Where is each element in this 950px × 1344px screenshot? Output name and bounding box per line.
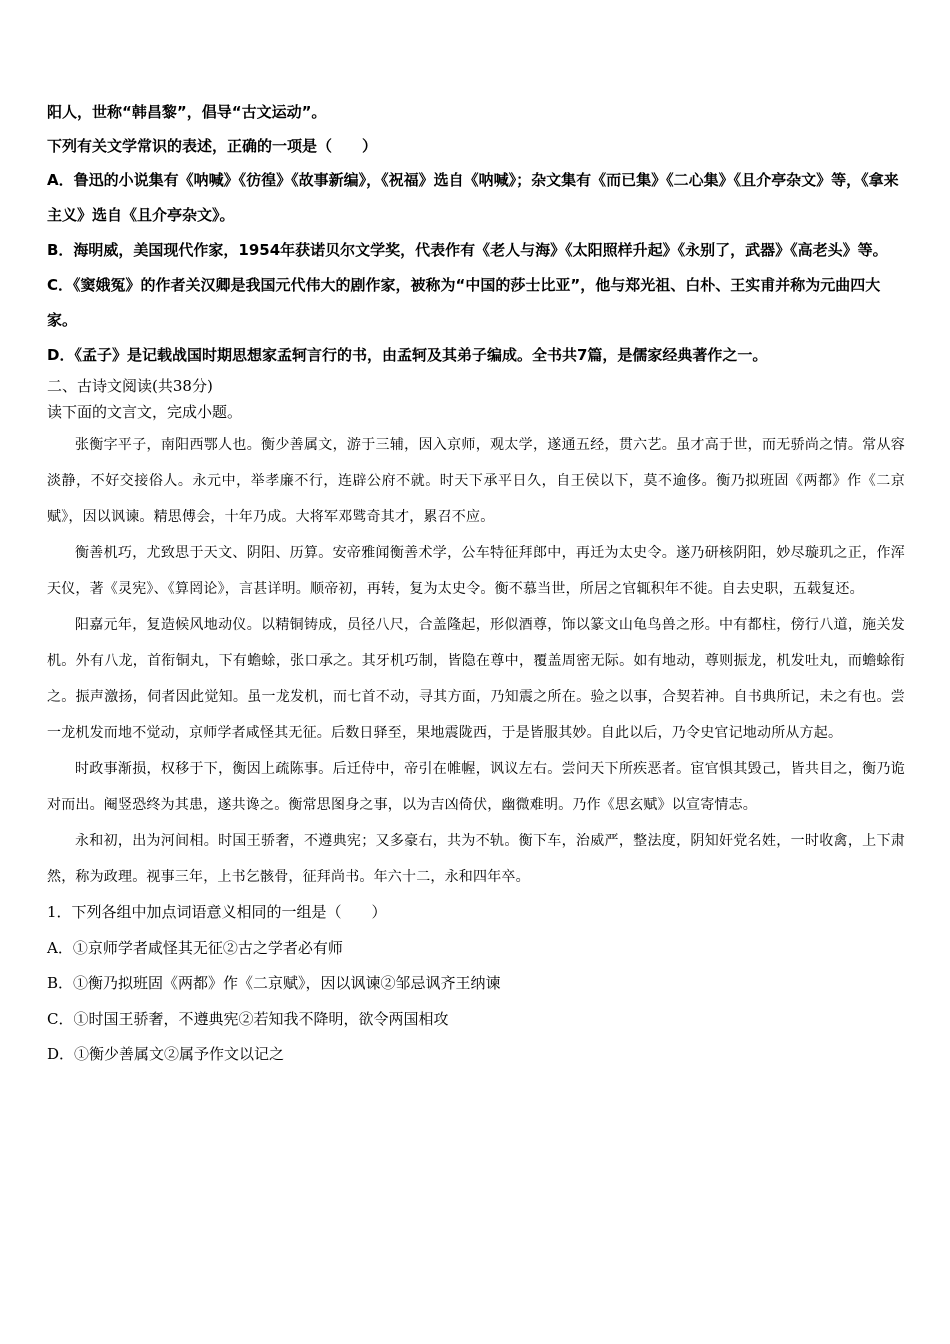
question-1-stem: 1．下列各组中加点词语意义相同的一组是（ ） xyxy=(47,903,387,921)
passage-paragraph-2: 衡善机巧，尤致思于天文、阴阳、历算。安帝雅闻衡善术学，公车特征拜郎中，再迁为太史令。遂乃研核阴阳，妙尽璇玑之正，作浑天仪，著《灵宪》、《算罔论》，言甚详明。顺帝初，再转，复为太史令。衡不慕当世，所居之官辄积年不徙。自去史职，五载复还。 xyxy=(47,545,905,597)
question-1-option-a: A．①京师学者咸怪其无征②古之学者必有师 xyxy=(47,938,343,957)
intro-option-b: B．海明威，美国现代作家，1954年获诺贝尔文学奖，代表作有《老人与海》《太阳照样升起》《永别了，武器》《高老头》等。 xyxy=(47,241,888,259)
intro-option-a: A．鲁迅的小说集有《呐喊》《彷徨》《故事新编》，《祝福》选自《呐喊》；杂文集有《而已集》《二心集》《且介亭杂文》等，《拿来主义》选自《且介亭杂文》。 xyxy=(47,171,899,224)
intro-option-d: D．《孟子》是记载战国时期思想家孟轲言行的书，由孟轲及其弟子编成。全书共7篇，是儒家经典著作之一。 xyxy=(47,346,768,364)
question-1-option-b: B．①衡乃拟班固《两都》作《二京赋》，因以讽谏②邹忌讽齐王纳谏 xyxy=(47,974,501,992)
question-1-option-d: D．①衡少善属文②属予作文以记之 xyxy=(47,1045,285,1063)
intro-question: 下列有关文学常识的表述，正确的一项是（ ） xyxy=(47,137,378,155)
passage-paragraph-3: 阳嘉元年，复造候风地动仪。以精铜铸成，员径八尺，合盖隆起，形似酒尊，饰以篆文山龟鸟兽之形。中有都柱，傍行八道，施关发机。外有八龙，首衔铜丸，下有蟾蜍，张口承之。其牙机巧制，皆隐在尊中，覆盖周密无际。如有地动，尊则振龙，机发吐丸，而蟾蜍衔之。振声激扬，伺者因此觉知。虽一龙发机，而七首不动，寻其方面，乃知震之所在。验之以事，合契若神。自书典所记，未之有也。尝一龙机发而地不觉动，京师学者咸怪其无征。后数日驿至，果地震陇西，于是皆服其妙。自此以后，乃令史官记地动所从方起。 xyxy=(47,617,905,741)
document-page xyxy=(47,96,905,1073)
passage-paragraph-5: 永和初，出为河间相。时国王骄奢，不遵典宪；又多豪右，共为不轨。衡下车，治威严，整法度，阴知奸党名姓，一时收禽，上下肃然，称为政理。视事三年，上书乞骸骨，征拜尚书。年六十二，永和四年卒。 xyxy=(47,833,905,885)
question-1-option-c: C．①时国王骄奢，不遵典宪②若知我不降明，欲令两国相攻 xyxy=(47,1009,449,1028)
passage-paragraph-4: 时政事渐损，权移于下，衡因上疏陈事。后迁侍中，帝引在帷幄，讽议左右。尝问天下所疾恶者。宦官惧其毁己，皆共目之，衡乃诡对而出。阉竖恐终为其患，遂共谗之。衡常思图身之事，以为吉凶倚伏，幽微难明。乃作《思玄赋》以宣寄情志。 xyxy=(47,761,905,813)
section-heading: 二、古诗文阅读(共38分) xyxy=(47,377,213,395)
section-instruction: 读下面的文言文，完成小题。 xyxy=(47,403,243,421)
intro-continuation: 阳人，世称“韩昌黎”，倡导“古文运动”。 xyxy=(47,103,327,121)
intro-option-c: C．《窦娥冤》的作者关汉卿是我国元代伟大的剧作家，被称为“中国的莎士比亚”，他与郑光祖、白朴、王实甫并称为元曲四大家。 xyxy=(47,276,881,329)
passage-paragraph-1: 张衡字平子，南阳西鄂人也。衡少善属文，游于三辅，因入京师，观太学，遂通五经，贯六艺。虽才高于世，而无骄尚之情。常从容淡静，不好交接俗人。永元中，举孝廉不行，连辟公府不就。时天下承平日久，自王侯以下，莫不逾侈。衡乃拟班固《两都》作《二京赋》，因以讽谏。精思傅会，十年乃成。大将军邓骘奇其才，累召不应。 xyxy=(47,437,905,525)
